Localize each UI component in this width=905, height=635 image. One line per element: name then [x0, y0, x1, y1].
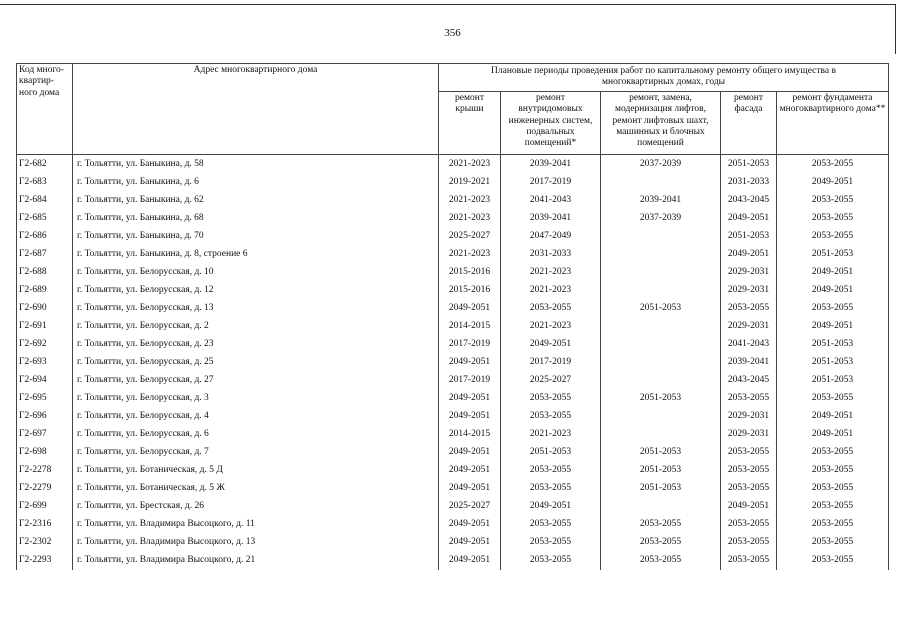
- systems-period: 2031-2033: [501, 246, 601, 264]
- facade-period: 2053-2055: [721, 516, 777, 534]
- table-row: [17, 372, 889, 390]
- table-row: [17, 282, 889, 300]
- house-code: Г2-2302: [17, 534, 73, 552]
- house-code: Г2-688: [17, 264, 73, 282]
- house-address: г. Тольятти, ул. Ботаническая, д. 5 Ж: [73, 480, 439, 498]
- header-roof: ремонт крыши: [439, 91, 501, 154]
- header-periods: Плановые периоды проведения работ по капитальному ремонту общего имущества в многоквартирных домах, годы: [439, 64, 889, 92]
- roof-period: 2049-2051: [439, 300, 501, 318]
- header-address: Адрес многоквартирного дома: [73, 64, 439, 155]
- roof-period: 2015-2016: [439, 264, 501, 282]
- systems-period: 2047-2049: [501, 228, 601, 246]
- systems-period: 2051-2053: [501, 444, 601, 462]
- house-address: г. Тольятти, ул. Белорусская, д. 4: [73, 408, 439, 426]
- house-address: г. Тольятти, ул. Белорусская, д. 7: [73, 444, 439, 462]
- foundation-period: 2053-2055: [777, 228, 889, 246]
- lifts-period: [601, 498, 721, 516]
- table-row: [17, 354, 889, 372]
- systems-period: 2053-2055: [501, 480, 601, 498]
- facade-period: 2049-2051: [721, 246, 777, 264]
- roof-period: 2017-2019: [439, 336, 501, 354]
- house-address: г. Тольятти, ул. Баныкина, д. 68: [73, 210, 439, 228]
- facade-period: 2053-2055: [721, 390, 777, 408]
- lifts-period: [601, 354, 721, 372]
- lifts-period: [601, 246, 721, 264]
- house-code: Г2-2279: [17, 480, 73, 498]
- foundation-period: 2051-2053: [777, 354, 889, 372]
- facade-period: 2053-2055: [721, 462, 777, 480]
- top-rule: [0, 4, 896, 5]
- table-row: [17, 210, 889, 228]
- house-address: г. Тольятти, ул. Белорусская, д. 2: [73, 318, 439, 336]
- table-row: [17, 552, 889, 570]
- foundation-period: 2049-2051: [777, 426, 889, 444]
- roof-period: 2049-2051: [439, 552, 501, 570]
- foundation-period: 2053-2055: [777, 498, 889, 516]
- foundation-period: 2049-2051: [777, 282, 889, 300]
- lifts-period: 2053-2055: [601, 534, 721, 552]
- table-row: [17, 174, 889, 192]
- facade-period: 2029-2031: [721, 318, 777, 336]
- foundation-period: 2053-2055: [777, 300, 889, 318]
- table-row: [17, 192, 889, 210]
- table-row: [17, 534, 889, 552]
- foundation-period: 2053-2055: [777, 462, 889, 480]
- house-code: Г2-2278: [17, 462, 73, 480]
- house-address: г. Тольятти, ул. Белорусская, д. 13: [73, 300, 439, 318]
- facade-period: 2029-2031: [721, 426, 777, 444]
- foundation-period: 2051-2053: [777, 246, 889, 264]
- lifts-period: [601, 282, 721, 300]
- house-code: Г2-684: [17, 192, 73, 210]
- house-address: г. Тольятти, ул. Баныкина, д. 8, строение 6: [73, 246, 439, 264]
- table-row: [17, 480, 889, 498]
- roof-period: 2049-2051: [439, 534, 501, 552]
- table-row: [17, 516, 889, 534]
- table-row: [17, 246, 889, 264]
- systems-period: 2053-2055: [501, 408, 601, 426]
- foundation-period: 2053-2055: [777, 552, 889, 570]
- facade-period: 2051-2053: [721, 228, 777, 246]
- roof-period: 2021-2023: [439, 192, 501, 210]
- house-address: г. Тольятти, ул. Брестская, д. 26: [73, 498, 439, 516]
- systems-period: 2053-2055: [501, 300, 601, 318]
- house-address: г. Тольятти, ул. Баныкина, д. 6: [73, 174, 439, 192]
- lifts-period: 2051-2053: [601, 480, 721, 498]
- foundation-period: 2053-2055: [777, 390, 889, 408]
- roof-period: 2019-2021: [439, 174, 501, 192]
- house-code: Г2-694: [17, 372, 73, 390]
- lifts-period: [601, 174, 721, 192]
- facade-period: 2031-2033: [721, 174, 777, 192]
- house-code: Г2-690: [17, 300, 73, 318]
- house-address: г. Тольятти, ул. Ботаническая, д. 5 Д: [73, 462, 439, 480]
- roof-period: 2049-2051: [439, 516, 501, 534]
- foundation-period: 2053-2055: [777, 154, 889, 174]
- lifts-period: 2051-2053: [601, 462, 721, 480]
- house-address: г. Тольятти, ул. Владимира Высоцкого, д. 11: [73, 516, 439, 534]
- house-code: Г2-698: [17, 444, 73, 462]
- house-code: Г2-2316: [17, 516, 73, 534]
- foundation-period: 2053-2055: [777, 480, 889, 498]
- table-row: [17, 390, 889, 408]
- table-row: [17, 462, 889, 480]
- foundation-period: 2049-2051: [777, 318, 889, 336]
- foundation-period: 2049-2051: [777, 408, 889, 426]
- roof-period: 2021-2023: [439, 246, 501, 264]
- table-row: [17, 318, 889, 336]
- house-address: г. Тольятти, ул. Белорусская, д. 12: [73, 282, 439, 300]
- house-code: Г2-693: [17, 354, 73, 372]
- header-systems: ремонт внутридомовых инженерных систем, подвальных помещений*: [501, 91, 601, 154]
- table-row: [17, 264, 889, 282]
- lifts-period: [601, 372, 721, 390]
- facade-period: 2029-2031: [721, 408, 777, 426]
- house-address: г. Тольятти, ул. Баныкина, д. 58: [73, 154, 439, 174]
- systems-period: 2041-2043: [501, 192, 601, 210]
- house-address: г. Тольятти, ул. Белорусская, д. 6: [73, 426, 439, 444]
- facade-period: 2053-2055: [721, 534, 777, 552]
- roof-period: 2014-2015: [439, 318, 501, 336]
- house-address: г. Тольятти, ул. Белорусская, д. 25: [73, 354, 439, 372]
- house-code: Г2-699: [17, 498, 73, 516]
- systems-period: 2049-2051: [501, 336, 601, 354]
- roof-period: 2025-2027: [439, 498, 501, 516]
- systems-period: 2021-2023: [501, 282, 601, 300]
- systems-period: 2021-2023: [501, 264, 601, 282]
- house-address: г. Тольятти, ул. Владимира Высоцкого, д. 21: [73, 552, 439, 570]
- house-address: г. Тольятти, ул. Белорусская, д. 27: [73, 372, 439, 390]
- header-code: Код много- квартир- ного дома: [17, 64, 73, 155]
- house-code: Г2-689: [17, 282, 73, 300]
- roof-period: 2021-2023: [439, 210, 501, 228]
- header-foundation: ремонт фундамента многоквартирного дома**: [777, 91, 889, 154]
- foundation-period: 2053-2055: [777, 444, 889, 462]
- roof-period: 2049-2051: [439, 444, 501, 462]
- foundation-period: 2053-2055: [777, 516, 889, 534]
- systems-period: 2053-2055: [501, 534, 601, 552]
- systems-period: 2053-2055: [501, 552, 601, 570]
- table-row: [17, 300, 889, 318]
- house-code: Г2-687: [17, 246, 73, 264]
- facade-period: 2049-2051: [721, 498, 777, 516]
- table-row: [17, 444, 889, 462]
- lifts-period: 2053-2055: [601, 516, 721, 534]
- house-address: г. Тольятти, ул. Белорусская, д. 3: [73, 390, 439, 408]
- facade-period: 2053-2055: [721, 300, 777, 318]
- house-address: г. Тольятти, ул. Баныкина, д. 70: [73, 228, 439, 246]
- roof-period: 2017-2019: [439, 372, 501, 390]
- roof-period: 2021-2023: [439, 154, 501, 174]
- house-code: Г2-686: [17, 228, 73, 246]
- foundation-period: 2051-2053: [777, 372, 889, 390]
- lifts-period: [601, 228, 721, 246]
- lifts-period: 2051-2053: [601, 300, 721, 318]
- table-row: [17, 498, 889, 516]
- house-code: Г2-683: [17, 174, 73, 192]
- facade-period: 2053-2055: [721, 552, 777, 570]
- header-lifts: ремонт, замена, модернизация лифтов, ремонт лифтовых шахт, машинных и блочных помещений: [601, 91, 721, 154]
- house-code: Г2-697: [17, 426, 73, 444]
- roof-period: 2049-2051: [439, 390, 501, 408]
- house-code: Г2-695: [17, 390, 73, 408]
- facade-period: 2029-2031: [721, 264, 777, 282]
- house-code: Г2-685: [17, 210, 73, 228]
- house-code: Г2-692: [17, 336, 73, 354]
- table-row: [17, 228, 889, 246]
- lifts-period: [601, 408, 721, 426]
- foundation-period: 2049-2051: [777, 264, 889, 282]
- facade-period: 2041-2043: [721, 336, 777, 354]
- systems-period: 2053-2055: [501, 516, 601, 534]
- house-address: г. Тольятти, ул. Белорусская, д. 10: [73, 264, 439, 282]
- facade-period: 2051-2053: [721, 154, 777, 174]
- lifts-period: [601, 264, 721, 282]
- facade-period: 2043-2045: [721, 192, 777, 210]
- foundation-period: 2051-2053: [777, 336, 889, 354]
- foundation-period: 2053-2055: [777, 210, 889, 228]
- systems-period: 2053-2055: [501, 462, 601, 480]
- house-code: Г2-2293: [17, 552, 73, 570]
- systems-period: 2021-2023: [501, 318, 601, 336]
- foundation-period: 2053-2055: [777, 534, 889, 552]
- lifts-period: [601, 318, 721, 336]
- lifts-period: 2039-2041: [601, 192, 721, 210]
- capital-repair-table: [16, 63, 889, 570]
- lifts-period: [601, 426, 721, 444]
- roof-period: 2025-2027: [439, 228, 501, 246]
- house-address: г. Тольятти, ул. Белорусская, д. 23: [73, 336, 439, 354]
- systems-period: 2017-2019: [501, 354, 601, 372]
- roof-period: 2049-2051: [439, 462, 501, 480]
- table-row: [17, 426, 889, 444]
- systems-period: 2017-2019: [501, 174, 601, 192]
- table-row: [17, 408, 889, 426]
- lifts-period: [601, 336, 721, 354]
- table-row: [17, 336, 889, 354]
- systems-period: 2049-2051: [501, 498, 601, 516]
- facade-period: 2053-2055: [721, 480, 777, 498]
- table-row: [17, 154, 889, 174]
- house-code: Г2-696: [17, 408, 73, 426]
- systems-period: 2025-2027: [501, 372, 601, 390]
- facade-period: 2043-2045: [721, 372, 777, 390]
- lifts-period: 2037-2039: [601, 154, 721, 174]
- page-number: 356: [444, 27, 461, 39]
- house-address: г. Тольятти, ул. Баныкина, д. 62: [73, 192, 439, 210]
- house-code: Г2-691: [17, 318, 73, 336]
- roof-period: 2049-2051: [439, 480, 501, 498]
- lifts-period: 2051-2053: [601, 390, 721, 408]
- roof-period: 2014-2015: [439, 426, 501, 444]
- header-facade: ремонт фасада: [721, 91, 777, 154]
- facade-period: 2053-2055: [721, 444, 777, 462]
- house-code: Г2-682: [17, 154, 73, 174]
- lifts-period: 2037-2039: [601, 210, 721, 228]
- house-address: г. Тольятти, ул. Владимира Высоцкого, д. 13: [73, 534, 439, 552]
- facade-period: 2029-2031: [721, 282, 777, 300]
- foundation-period: 2049-2051: [777, 174, 889, 192]
- facade-period: 2039-2041: [721, 354, 777, 372]
- systems-period: 2053-2055: [501, 390, 601, 408]
- systems-period: 2021-2023: [501, 426, 601, 444]
- roof-period: 2015-2016: [439, 282, 501, 300]
- lifts-period: 2051-2053: [601, 444, 721, 462]
- roof-period: 2049-2051: [439, 354, 501, 372]
- systems-period: 2039-2041: [501, 210, 601, 228]
- systems-period: 2039-2041: [501, 154, 601, 174]
- roof-period: 2049-2051: [439, 408, 501, 426]
- facade-period: 2049-2051: [721, 210, 777, 228]
- foundation-period: 2053-2055: [777, 192, 889, 210]
- lifts-period: 2053-2055: [601, 552, 721, 570]
